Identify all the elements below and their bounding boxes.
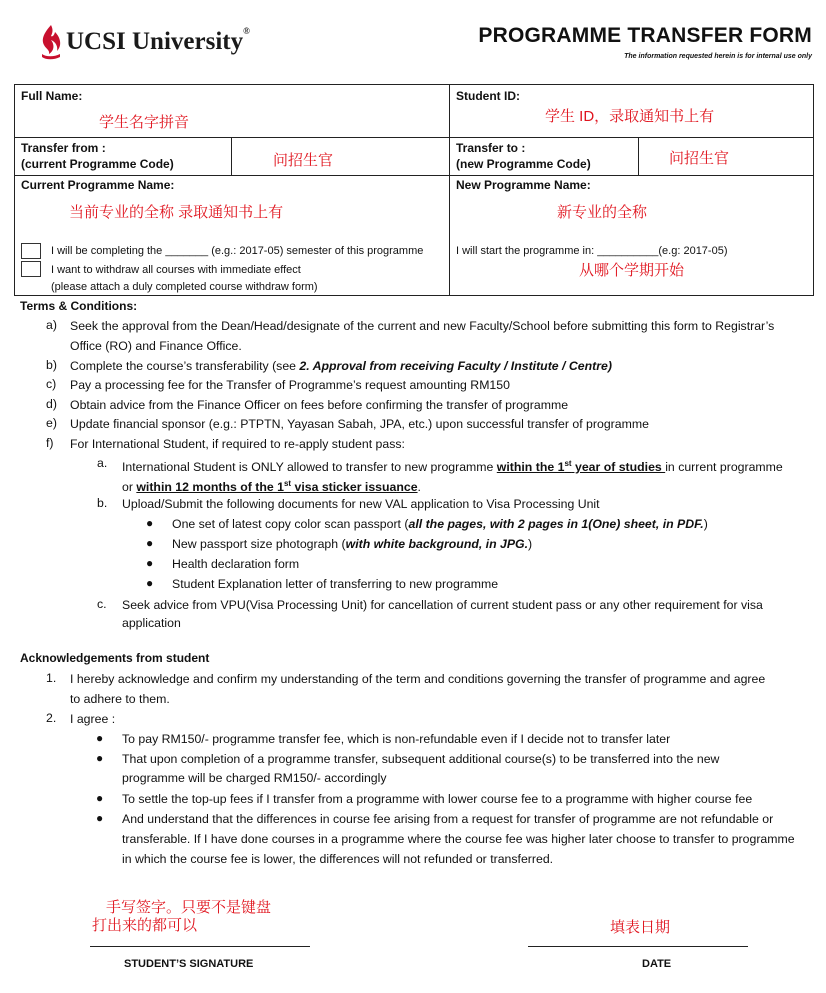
signature-hint-line-2: 打出来的都可以 bbox=[92, 917, 198, 934]
new-programme-label: New Programme Name: bbox=[456, 178, 591, 192]
term-fb-item-3: Health declaration form bbox=[172, 557, 300, 571]
ack-marker: 1. bbox=[46, 671, 57, 685]
term-fb-item-1: One set of latest copy color scan passport (all the pages, with 2 pages in 1(One) sheet, in PDF.) bbox=[172, 517, 708, 531]
term-marker: f) bbox=[46, 436, 54, 450]
ack-item-1-line-1: I hereby acknowledge and confirm my understanding of the term and conditions governing the transfer of programme and agree bbox=[70, 672, 766, 686]
bullet-icon: ● bbox=[146, 536, 154, 550]
term-fb-item-2: New passport size photograph (with white background, in JPG.) bbox=[172, 537, 533, 551]
university-name: UCSI University® bbox=[66, 26, 250, 55]
term-fb: Upload/Submit the following documents for new VAL application to Visa Processing Unit bbox=[122, 497, 600, 511]
term-marker: b) bbox=[46, 358, 57, 372]
transfer-from-label: Transfer from : bbox=[21, 141, 106, 155]
row-divider bbox=[15, 137, 813, 138]
term-f: For International Student, if required to re-apply student pass: bbox=[70, 437, 405, 451]
term-a-line-2: Office (RO) and Finance Office. bbox=[70, 339, 242, 353]
column-divider bbox=[231, 137, 232, 175]
current-programme-label: Current Programme Name: bbox=[21, 178, 175, 192]
term-fc-line-1: Seek advice from VPU(Visa Processing Unit) for cancellation of current student pass or any other requirement for visa bbox=[122, 598, 763, 612]
student-id-hint[interactable]: 学生 ID，录取通知书上有 bbox=[545, 108, 715, 125]
transfer-from-hint[interactable]: 问招生官 bbox=[273, 152, 334, 169]
bullet-icon: ● bbox=[96, 791, 104, 805]
acknowledgements-heading: Acknowledgements from student bbox=[20, 651, 210, 665]
signature-line[interactable] bbox=[90, 946, 310, 947]
term-c: Pay a processing fee for the Transfer of Programme’s request amounting RM150 bbox=[70, 378, 510, 392]
date-hint: 填表日期 bbox=[610, 919, 671, 936]
student-signature-label: STUDENT’S SIGNATURE bbox=[124, 958, 254, 970]
complete-semester-checkbox[interactable] bbox=[21, 243, 41, 259]
ack-bullet-4-line-3: in which the course fee is lower, the differences will not refunded or transferred. bbox=[122, 852, 554, 866]
form-subtitle: The information requested herein is for internal use only bbox=[624, 53, 812, 60]
term-fa-line-1: International Student is ONLY allowed to transfer to new programme within the 1st year of studies in current programme bbox=[122, 459, 783, 475]
date-label: DATE bbox=[642, 958, 672, 970]
transfer-to-label: Transfer to : bbox=[456, 141, 526, 155]
row-divider bbox=[15, 175, 813, 176]
withdraw-courses-option: I want to withdraw all courses with immediate effect bbox=[51, 264, 301, 276]
term-d: Obtain advice from the Finance Officer on fees before confirming the transfer of programme bbox=[70, 398, 569, 412]
withdraw-courses-checkbox[interactable] bbox=[21, 261, 41, 277]
column-divider bbox=[449, 85, 450, 295]
withdraw-form-note: (please attach a duly completed course withdraw form) bbox=[51, 281, 318, 293]
ack-marker: 2. bbox=[46, 711, 57, 725]
term-fa-line-2: or within 12 months of the 1st visa sticker issuance. bbox=[122, 479, 421, 495]
term-marker: e) bbox=[46, 416, 57, 430]
bullet-icon: ● bbox=[96, 731, 104, 745]
term-marker: a) bbox=[46, 318, 57, 332]
bullet-icon: ● bbox=[146, 556, 154, 570]
transfer-to-hint[interactable]: 问招生官 bbox=[669, 150, 730, 167]
new-programme-hint[interactable]: 新专业的全称 bbox=[557, 204, 648, 221]
full-name-hint[interactable]: 学生名字拼音 bbox=[99, 114, 190, 131]
term-b: Complete the course’s transferability (see 2. Approval from receiving Faculty / Institute / Centre) bbox=[70, 359, 612, 373]
transfer-details-table bbox=[14, 84, 814, 296]
transfer-from-sublabel: (current Programme Code) bbox=[21, 157, 174, 171]
ack-bullet-4-line-1: And understand that the differences in course fee arising from a request for transfer of programme are not refundable or bbox=[122, 812, 774, 826]
signature-hint-line-1: 手写签字。只要不是键盘 bbox=[106, 899, 272, 916]
ack-bullet-1: To pay RM150/- programme transfer fee, which is non-refundable even if I decide not to transfer later bbox=[122, 732, 671, 746]
ack-bullet-3: To settle the top-up fees if I transfer from a programme with lower course fee to a programme with higher course fee bbox=[122, 792, 753, 806]
form-title: PROGRAMME TRANSFER FORM bbox=[478, 24, 812, 47]
student-id-label: Student ID: bbox=[456, 89, 520, 103]
column-divider bbox=[638, 137, 639, 175]
ack-bullet-4-line-2: transferable. If I have done courses in a programme where the course fee was higher later choose to transfer to programme bbox=[122, 832, 795, 846]
terms-heading: Terms & Conditions: bbox=[20, 299, 138, 313]
term-marker: d) bbox=[46, 397, 57, 411]
ack-bullet-2-line-2: programme will be charged RM150/- accordingly bbox=[122, 771, 387, 785]
term-marker: c. bbox=[97, 597, 107, 611]
bullet-icon: ● bbox=[96, 751, 104, 765]
term-fb-item-4: Student Explanation letter of transferring to new programme bbox=[172, 577, 499, 591]
flame-icon bbox=[38, 24, 64, 62]
programme-start-text: I will start the programme in: __________(e.g: 2017-05) bbox=[456, 245, 728, 257]
ack-item-1-line-2: to adhere to them. bbox=[70, 692, 170, 706]
term-e: Update financial sponsor (e.g.: PTPTN, Yayasan Sabah, JPA, etc.) upon successful transfer of programme bbox=[70, 417, 649, 431]
complete-semester-option: I will be completing the _______ (e.g.: 2017-05) semester of this programme bbox=[51, 245, 424, 257]
bullet-icon: ● bbox=[146, 516, 154, 530]
term-a-line-1: Seek the approval from the Dean/Head/designate of the current and new Faculty/School before submitting this form to Registrar’s bbox=[70, 319, 775, 333]
term-marker: b. bbox=[97, 496, 108, 510]
term-fc-line-2: application bbox=[122, 616, 181, 630]
bullet-icon: ● bbox=[146, 576, 154, 590]
transfer-to-sublabel: (new Programme Code) bbox=[456, 157, 591, 171]
university-logo bbox=[38, 24, 278, 64]
full-name-label: Full Name: bbox=[21, 89, 83, 103]
ack-bullet-2-line-1: That upon completion of a programme transfer, subsequent additional course(s) to be transferred into the new bbox=[122, 752, 720, 766]
date-line[interactable] bbox=[528, 946, 748, 947]
programme-start-hint[interactable]: 从哪个学期开始 bbox=[579, 262, 685, 279]
term-marker: a. bbox=[97, 456, 108, 470]
current-programme-hint[interactable]: 当前专业的全称 录取通知书上有 bbox=[69, 204, 284, 221]
bullet-icon: ● bbox=[96, 811, 104, 825]
ack-item-2: I agree : bbox=[70, 712, 116, 726]
term-marker: c) bbox=[46, 377, 57, 391]
